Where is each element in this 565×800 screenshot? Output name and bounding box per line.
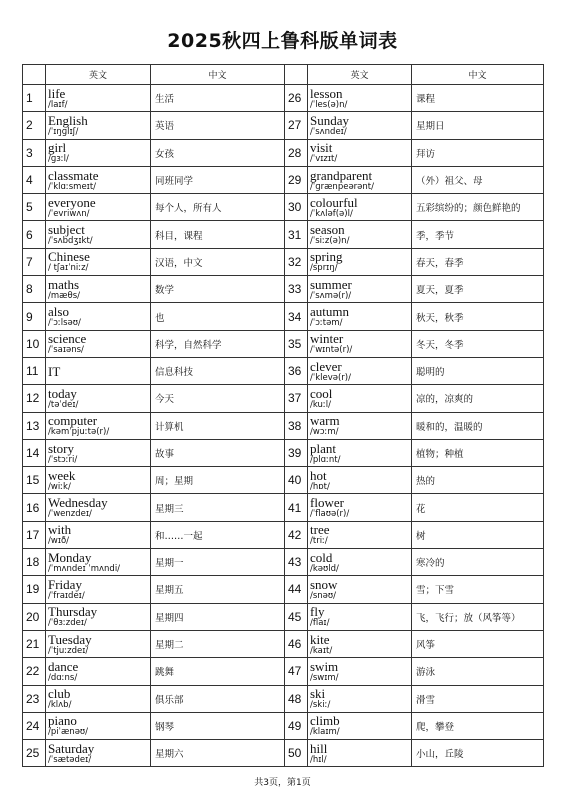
chinese-meaning: 今天 xyxy=(151,385,285,412)
word-number: 35 xyxy=(285,330,308,357)
chinese-meaning: 冬天，冬季 xyxy=(412,330,544,357)
english-word: cold xyxy=(310,549,333,565)
english-word: Monday xyxy=(48,549,92,565)
chinese-meaning: 拜访 xyxy=(412,139,544,166)
word-number: 10 xyxy=(23,330,46,357)
chinese-meaning: 钢琴 xyxy=(151,712,285,739)
word-number: 29 xyxy=(285,166,308,193)
header-number-cell xyxy=(23,65,46,85)
english-word: IT xyxy=(48,363,61,379)
header-chinese: 中文 xyxy=(412,65,544,85)
word-number: 17 xyxy=(23,521,46,548)
chinese-meaning: 雪；下雪 xyxy=(412,576,544,603)
word-number: 37 xyxy=(285,385,308,412)
chinese-meaning: 跳舞 xyxy=(151,658,285,685)
phonetic-transcription: /ˈsiːz(ə)n/ xyxy=(310,236,350,247)
phonetic-transcription: /ˈklevə(r)/ xyxy=(310,372,351,383)
english-cell xyxy=(308,740,412,767)
chinese-meaning: 爬，攀登 xyxy=(412,712,544,739)
english-word: fly xyxy=(310,604,325,620)
chinese-meaning: 每个人，所有人 xyxy=(151,194,285,221)
table-row xyxy=(23,521,544,548)
phonetic-transcription: /mæθs/ xyxy=(48,290,80,301)
english-word: visit xyxy=(310,140,333,156)
phonetic-transcription: /ˈɔːlsəʊ/ xyxy=(48,318,81,329)
chinese-meaning: 滑雪 xyxy=(412,685,544,712)
table-row xyxy=(23,685,544,712)
vocabulary-table xyxy=(22,64,544,767)
phonetic-transcription: /ɡɜːl/ xyxy=(48,154,69,165)
word-number: 13 xyxy=(23,412,46,439)
table-row xyxy=(23,494,544,521)
english-word: flower xyxy=(310,495,344,511)
word-number: 18 xyxy=(23,549,46,576)
header-english: 英文 xyxy=(308,65,412,85)
table-row xyxy=(23,712,544,739)
page-footer: 共3页，第1页 xyxy=(254,778,311,788)
english-word: Sunday xyxy=(310,112,349,128)
english-cell xyxy=(308,139,412,166)
word-number: 49 xyxy=(285,712,308,739)
english-cell xyxy=(308,521,412,548)
english-cell xyxy=(46,603,151,630)
english-cell xyxy=(308,467,412,494)
english-word: science xyxy=(48,331,87,347)
word-number: 50 xyxy=(285,740,308,767)
word-number: 12 xyxy=(23,385,46,412)
english-word: story xyxy=(48,440,74,456)
english-cell xyxy=(308,576,412,603)
word-number: 26 xyxy=(285,85,308,112)
word-number: 38 xyxy=(285,412,308,439)
english-cell xyxy=(308,248,412,275)
word-number: 39 xyxy=(285,439,308,466)
english-cell xyxy=(46,549,151,576)
chinese-meaning: 星期三 xyxy=(151,494,285,521)
english-word: Tuesday xyxy=(48,631,92,647)
english-cell xyxy=(308,658,412,685)
english-word: club xyxy=(48,686,71,702)
phonetic-transcription: /ˈɪŋɡlɪʃ/ xyxy=(48,126,79,137)
english-cell xyxy=(308,412,412,439)
table-row xyxy=(23,576,544,603)
phonetic-transcription: /ˈmʌndeɪ ˈmʌndi/ xyxy=(48,563,121,574)
chinese-meaning: 游泳 xyxy=(412,658,544,685)
phonetic-transcription: /triː/ xyxy=(310,536,328,547)
word-number: 3 xyxy=(23,139,46,166)
english-cell xyxy=(308,603,412,630)
phonetic-transcription: /ˈtjuːzdeɪ/ xyxy=(48,645,89,656)
table-header-row xyxy=(23,65,544,85)
english-cell xyxy=(46,521,151,548)
table-row xyxy=(23,385,544,412)
phonetic-transcription: /hɒt/ xyxy=(310,481,330,492)
phonetic-transcription: /ˈstɔːri/ xyxy=(48,454,78,465)
phonetic-transcription: /kaɪt/ xyxy=(310,645,333,656)
word-number: 2 xyxy=(23,112,46,139)
english-word: Friday xyxy=(48,576,82,592)
table-row xyxy=(23,139,544,166)
english-cell xyxy=(308,194,412,221)
english-cell xyxy=(308,221,412,248)
word-number: 34 xyxy=(285,303,308,330)
english-word: subject xyxy=(48,222,85,238)
english-cell xyxy=(308,439,412,466)
english-word: Wednesday xyxy=(48,495,108,511)
english-word: kite xyxy=(310,631,330,647)
word-number: 5 xyxy=(23,194,46,221)
english-word: piano xyxy=(48,713,77,729)
word-number: 4 xyxy=(23,166,46,193)
english-cell xyxy=(308,357,412,384)
chinese-meaning: 信息科技 xyxy=(151,357,285,384)
english-word: warm xyxy=(310,413,340,429)
chinese-meaning: 五彩缤纷的；颜色鲜艳的 xyxy=(412,194,544,221)
english-word: ski xyxy=(310,686,326,702)
english-word: maths xyxy=(48,276,80,292)
english-word: lesson xyxy=(310,85,343,101)
phonetic-transcription: /klaɪm/ xyxy=(310,727,340,738)
chinese-meaning: 计算机 xyxy=(151,412,285,439)
english-cell xyxy=(46,221,151,248)
english-word: colourful xyxy=(310,194,358,210)
word-number: 24 xyxy=(23,712,46,739)
phonetic-transcription: /ˈfraɪdeɪ/ xyxy=(48,590,85,601)
english-cell xyxy=(308,330,412,357)
word-number: 14 xyxy=(23,439,46,466)
english-word: tree xyxy=(310,522,330,538)
chinese-meaning: （外）祖父、母 xyxy=(412,166,544,193)
chinese-meaning: 秋天，秋季 xyxy=(412,303,544,330)
phonetic-transcription: /ˈflaʊə(r)/ xyxy=(310,509,350,520)
english-cell xyxy=(46,658,151,685)
word-number: 40 xyxy=(285,467,308,494)
chinese-meaning: 寒冷的 xyxy=(412,549,544,576)
chinese-meaning: 女孩 xyxy=(151,139,285,166)
word-number: 45 xyxy=(285,603,308,630)
chinese-meaning: 科学，自然科学 xyxy=(151,330,285,357)
phonetic-transcription: /ˈsʌbdʒɪkt/ xyxy=(48,236,93,247)
phonetic-transcription: /hɪl/ xyxy=(310,754,327,765)
chinese-meaning: 热的 xyxy=(412,467,544,494)
phonetic-transcription: /kəʊld/ xyxy=(310,563,339,574)
word-number: 8 xyxy=(23,276,46,303)
chinese-meaning: 数学 xyxy=(151,276,285,303)
chinese-meaning: 飞，飞行；放（风筝等） xyxy=(412,603,544,630)
english-cell xyxy=(308,85,412,112)
english-word: swim xyxy=(310,658,339,674)
word-number: 33 xyxy=(285,276,308,303)
phonetic-transcription: /kuːl/ xyxy=(310,399,332,410)
phonetic-transcription: /snəʊ/ xyxy=(310,590,337,601)
phonetic-transcription: /ˈsætədeɪ/ xyxy=(48,754,92,765)
chinese-meaning: 树 xyxy=(412,521,544,548)
table-row xyxy=(23,221,544,248)
chinese-meaning: 故事 xyxy=(151,439,285,466)
english-cell xyxy=(308,712,412,739)
chinese-meaning: 小山，丘陵 xyxy=(412,740,544,767)
english-word: life xyxy=(48,85,66,101)
phonetic-transcription: /ˈsaɪəns/ xyxy=(48,345,84,356)
phonetic-transcription: /laɪf/ xyxy=(48,99,68,110)
phonetic-transcription: /klʌb/ xyxy=(48,700,72,711)
phonetic-transcription: /ˈwenzdeɪ/ xyxy=(48,509,92,520)
english-cell xyxy=(46,357,151,384)
phonetic-transcription: /dɑːns/ xyxy=(48,672,78,683)
word-number: 16 xyxy=(23,494,46,521)
english-word: Chinese xyxy=(48,249,90,265)
english-word: also xyxy=(48,304,69,320)
phonetic-transcription: /ˈsʌndeɪ/ xyxy=(310,126,347,137)
english-word: week xyxy=(48,467,76,483)
word-number: 32 xyxy=(285,248,308,275)
chinese-meaning: 星期日 xyxy=(412,112,544,139)
english-cell xyxy=(308,112,412,139)
table-row xyxy=(23,85,544,112)
phonetic-transcription: /sprɪŋ/ xyxy=(310,263,338,274)
word-number: 15 xyxy=(23,467,46,494)
table-row xyxy=(23,658,544,685)
english-word: snow xyxy=(310,576,338,592)
word-number: 23 xyxy=(23,685,46,712)
english-cell xyxy=(308,303,412,330)
chinese-meaning: 也 xyxy=(151,303,285,330)
english-word: season xyxy=(310,222,345,238)
chinese-meaning: 风筝 xyxy=(412,630,544,657)
english-word: spring xyxy=(310,249,343,265)
chinese-meaning: 花 xyxy=(412,494,544,521)
english-cell xyxy=(46,740,151,767)
english-cell xyxy=(46,85,151,112)
english-word: today xyxy=(48,385,77,401)
english-cell xyxy=(46,439,151,466)
phonetic-transcription: / tʃaɪˈniːz/ xyxy=(48,263,89,274)
word-number: 30 xyxy=(285,194,308,221)
table-row xyxy=(23,276,544,303)
table-row xyxy=(23,194,544,221)
chinese-meaning: 周；星期 xyxy=(151,467,285,494)
table-row xyxy=(23,330,544,357)
header-english: 英文 xyxy=(46,65,151,85)
word-number: 20 xyxy=(23,603,46,630)
english-word: hot xyxy=(310,467,327,483)
chinese-meaning: 季，季节 xyxy=(412,221,544,248)
table-row xyxy=(23,112,544,139)
header-number-cell xyxy=(285,65,308,85)
phonetic-transcription: /təˈdeɪ/ xyxy=(48,399,79,410)
word-number: 47 xyxy=(285,658,308,685)
phonetic-transcription: /ˈɡrænpeərənt/ xyxy=(310,181,374,192)
word-number: 28 xyxy=(285,139,308,166)
english-cell xyxy=(46,494,151,521)
word-number: 19 xyxy=(23,576,46,603)
word-number: 42 xyxy=(285,521,308,548)
english-cell xyxy=(308,166,412,193)
english-cell xyxy=(46,166,151,193)
english-word: plant xyxy=(310,440,336,456)
chinese-meaning: 植物；种植 xyxy=(412,439,544,466)
english-cell xyxy=(308,385,412,412)
english-cell xyxy=(308,549,412,576)
english-word: classmate xyxy=(48,167,99,183)
chinese-meaning: 星期五 xyxy=(151,576,285,603)
phonetic-transcription: /ˈklɑːsmeɪt/ xyxy=(48,181,97,192)
english-cell xyxy=(46,630,151,657)
chinese-meaning: 生活 xyxy=(151,85,285,112)
english-cell xyxy=(46,412,151,439)
word-number: 6 xyxy=(23,221,46,248)
table-row xyxy=(23,166,544,193)
table-row xyxy=(23,740,544,767)
chinese-meaning: 凉的，凉爽的 xyxy=(412,385,544,412)
phonetic-transcription: /wɔːm/ xyxy=(310,427,339,438)
word-number: 1 xyxy=(23,85,46,112)
english-word: summer xyxy=(310,276,352,292)
english-word: hill xyxy=(310,740,328,756)
page-title: 2025秋四上鲁科版单词表 xyxy=(167,30,398,52)
phonetic-transcription: /ˈkʌləf(ə)l/ xyxy=(310,208,353,219)
chinese-meaning: 星期六 xyxy=(151,740,285,767)
chinese-meaning: 星期四 xyxy=(151,603,285,630)
english-cell xyxy=(46,685,151,712)
table-row xyxy=(23,357,544,384)
table-row xyxy=(23,549,544,576)
phonetic-transcription: /ˈwɪntə(r)/ xyxy=(310,345,353,356)
phonetic-transcription: /ˈles(ə)n/ xyxy=(310,99,348,110)
word-number: 27 xyxy=(285,112,308,139)
table-body xyxy=(23,85,544,767)
table-row xyxy=(23,467,544,494)
chinese-meaning: 星期二 xyxy=(151,630,285,657)
table-row xyxy=(23,303,544,330)
english-cell xyxy=(46,303,151,330)
word-number: 31 xyxy=(285,221,308,248)
chinese-meaning: 春天，春季 xyxy=(412,248,544,275)
english-cell xyxy=(308,276,412,303)
table-row xyxy=(23,603,544,630)
phonetic-transcription: /plɑːnt/ xyxy=(310,454,341,465)
english-word: grandparent xyxy=(310,167,373,183)
english-word: girl xyxy=(48,140,67,156)
word-number: 22 xyxy=(23,658,46,685)
phonetic-transcription: /wɪð/ xyxy=(48,536,70,547)
english-word: cool xyxy=(310,385,333,401)
english-cell xyxy=(46,467,151,494)
phonetic-transcription: /piˈænəʊ/ xyxy=(48,727,89,738)
chinese-meaning: 星期一 xyxy=(151,549,285,576)
english-word: Saturday xyxy=(48,740,95,756)
phonetic-transcription: /ˈsʌmə(r)/ xyxy=(310,290,352,301)
phonetic-transcription: /ˈθɜːzdeɪ/ xyxy=(48,618,87,629)
word-number: 46 xyxy=(285,630,308,657)
chinese-meaning: 课程 xyxy=(412,85,544,112)
chinese-meaning: 聪明的 xyxy=(412,357,544,384)
phonetic-transcription: /ˈvɪzɪt/ xyxy=(310,154,338,165)
phonetic-transcription: /swɪm/ xyxy=(310,672,339,683)
word-number: 36 xyxy=(285,357,308,384)
english-word: dance xyxy=(48,658,79,674)
chinese-meaning: 和……一起 xyxy=(151,521,285,548)
english-cell xyxy=(46,276,151,303)
english-cell xyxy=(46,194,151,221)
chinese-meaning: 暖和的，温暖的 xyxy=(412,412,544,439)
table-row xyxy=(23,412,544,439)
table-row xyxy=(23,248,544,275)
phonetic-transcription: /wiːk/ xyxy=(48,481,71,492)
table-row xyxy=(23,439,544,466)
english-cell xyxy=(46,385,151,412)
chinese-meaning: 汉语，中文 xyxy=(151,248,285,275)
phonetic-transcription: /kəmˈpjuːtə(r)/ xyxy=(48,427,110,438)
phonetic-transcription: /ˈɔːtəm/ xyxy=(310,318,343,329)
english-cell xyxy=(46,576,151,603)
english-word: clever xyxy=(310,358,342,374)
chinese-meaning: 英语 xyxy=(151,112,285,139)
english-cell xyxy=(308,630,412,657)
word-number: 25 xyxy=(23,740,46,767)
english-word: English xyxy=(48,112,88,128)
chinese-meaning: 夏天，夏季 xyxy=(412,276,544,303)
english-word: autumn xyxy=(310,304,349,320)
chinese-meaning: 科目，课程 xyxy=(151,221,285,248)
table-row xyxy=(23,630,544,657)
english-word: Thursday xyxy=(48,604,98,620)
phonetic-transcription: /flaɪ/ xyxy=(310,618,330,629)
english-word: everyone xyxy=(48,194,96,210)
word-number: 11 xyxy=(23,357,46,384)
english-word: climb xyxy=(310,713,340,729)
english-cell xyxy=(308,685,412,712)
word-number: 41 xyxy=(285,494,308,521)
english-cell xyxy=(46,139,151,166)
phonetic-transcription: /skiː/ xyxy=(310,700,331,711)
word-number: 44 xyxy=(285,576,308,603)
word-number: 43 xyxy=(285,549,308,576)
chinese-meaning: 同班同学 xyxy=(151,166,285,193)
english-word: winter xyxy=(310,331,344,347)
header-chinese: 中文 xyxy=(151,65,285,85)
english-cell xyxy=(46,712,151,739)
english-word: with xyxy=(48,522,72,538)
chinese-meaning: 俱乐部 xyxy=(151,685,285,712)
english-word: computer xyxy=(48,413,98,429)
english-cell xyxy=(46,330,151,357)
word-number: 21 xyxy=(23,630,46,657)
english-cell xyxy=(308,494,412,521)
word-number: 48 xyxy=(285,685,308,712)
english-cell xyxy=(46,112,151,139)
english-cell xyxy=(46,248,151,275)
word-number: 7 xyxy=(23,248,46,275)
word-number: 9 xyxy=(23,303,46,330)
phonetic-transcription: /ˈevriwʌn/ xyxy=(48,208,90,219)
